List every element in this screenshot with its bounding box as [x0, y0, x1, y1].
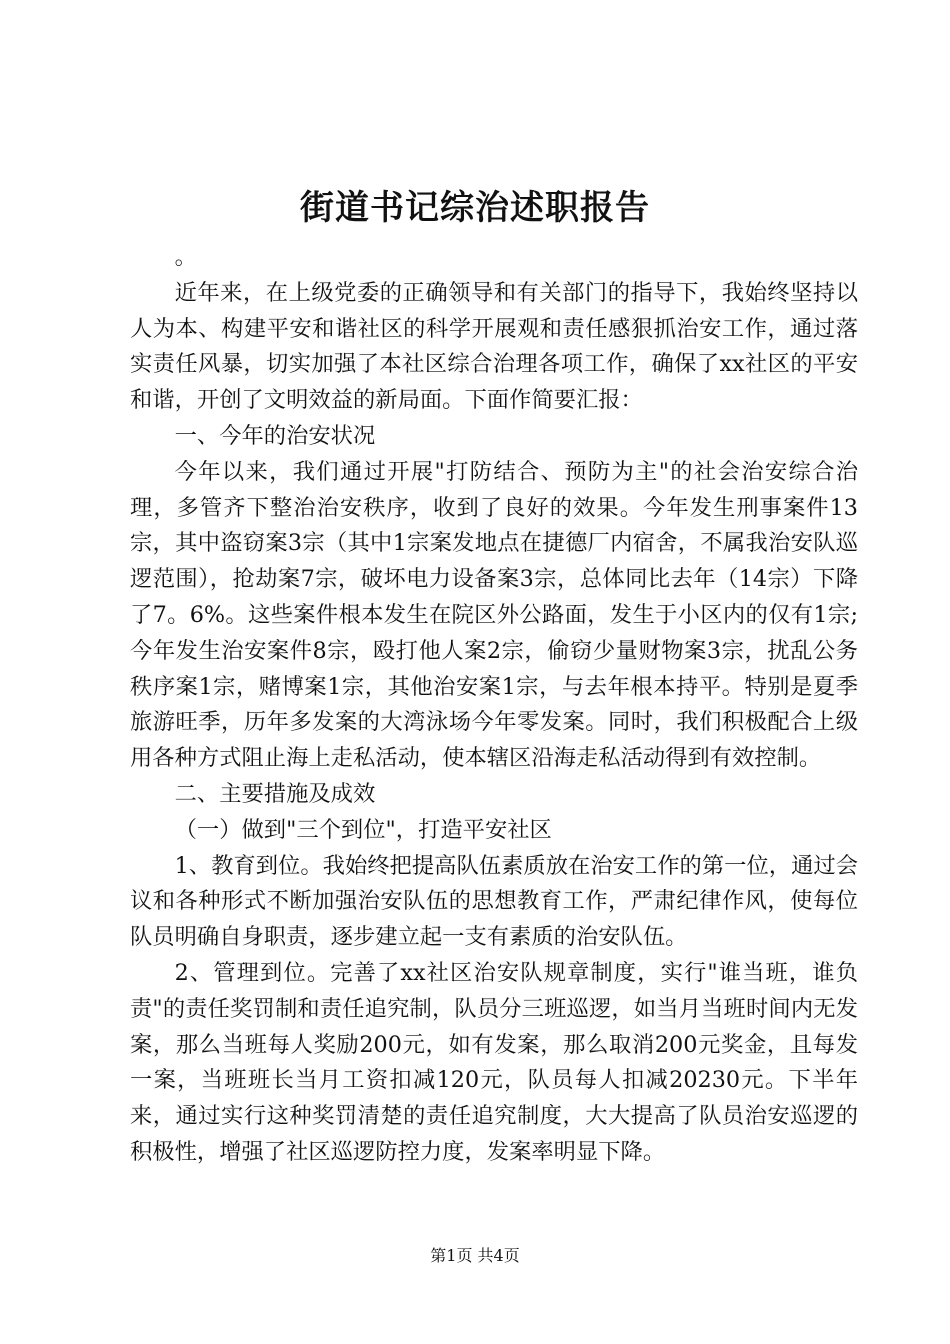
section-heading: 二、主要措施及成效 [174, 780, 376, 807]
paragraph: 。 [174, 244, 197, 270]
paragraph: 近年来，在上级党委的正确领导和有关部门的指导下，我始终坚持以人为本、构建平安和谐社区的科学开展观和责任感狠抓治安工作，通过落实责任风暴，切实加强了本社区综合治理各项工作，确保了xx社区的平安和谐，开创了文明效益的新局面。下面作简要汇报： [130, 279, 858, 414]
page-footer: 第1页 共4页 [430, 1246, 520, 1265]
section-heading: 一、今年的治安状况 [174, 422, 376, 449]
subsection-heading: （一）做到"三个到位"，打造平安社区 [174, 816, 552, 843]
document-title: 街道书记综治述职报告 [300, 188, 650, 228]
paragraph: 2、管理到位。完善了xx社区治安队规章制度，实行"谁当班，谁负责"的责任奖罚制和责任追究制，队员分三班巡逻，如当月当班时间内无发案，那么当班每人奖励200元，如有发案，那么取消200元奖金，且每发一案，当班班长当月工资扣减120元，队员每人扣减20230元。下半年来，通过实行这种奖罚清楚的责任追究制度，大大提高了队员治安巡逻的积极性，增强了社区巡逻防控力度，发案率明显下降。 [130, 959, 858, 1165]
document-body [130, 240, 858, 1171]
paragraph: 1、教育到位。我始终把提高队伍素质放在治安工作的第一位，通过会议和各种形式不断加强治安队伍的思想教育工作，严肃纪律作风，使每位队员明确自身职责，逐步建立起一支有素质的治安队伍。 [130, 852, 858, 951]
paragraph: 今年以来，我们通过开展"打防结合、预防为主"的社会治安综合治理，多管齐下整治治安秩序，收到了良好的效果。今年发生刑事案件13宗，其中盗窃案3宗（其中1宗案发地点在捷德厂内宿舍，不属我治安队巡逻范围），抢劫案7宗，破坏电力设备案3宗，总体同比去年（14宗）下降了7。6%。这些案件根本发生在院区外公路面，发生于小区内的仅有1宗;今年发生治安案件8宗，殴打他人案2宗，偷窃少量财物案3宗，扰乱公务秩序案1宗，赌博案1宗，其他治安案1宗，与去年根本持平。特别是夏季旅游旺季，历年多发案的大湾泳场今年零发案。同时，我们积极配合上级用各种方式阻止海上走私活动，使本辖区沿海走私活动得到有效控制。 [130, 458, 858, 772]
